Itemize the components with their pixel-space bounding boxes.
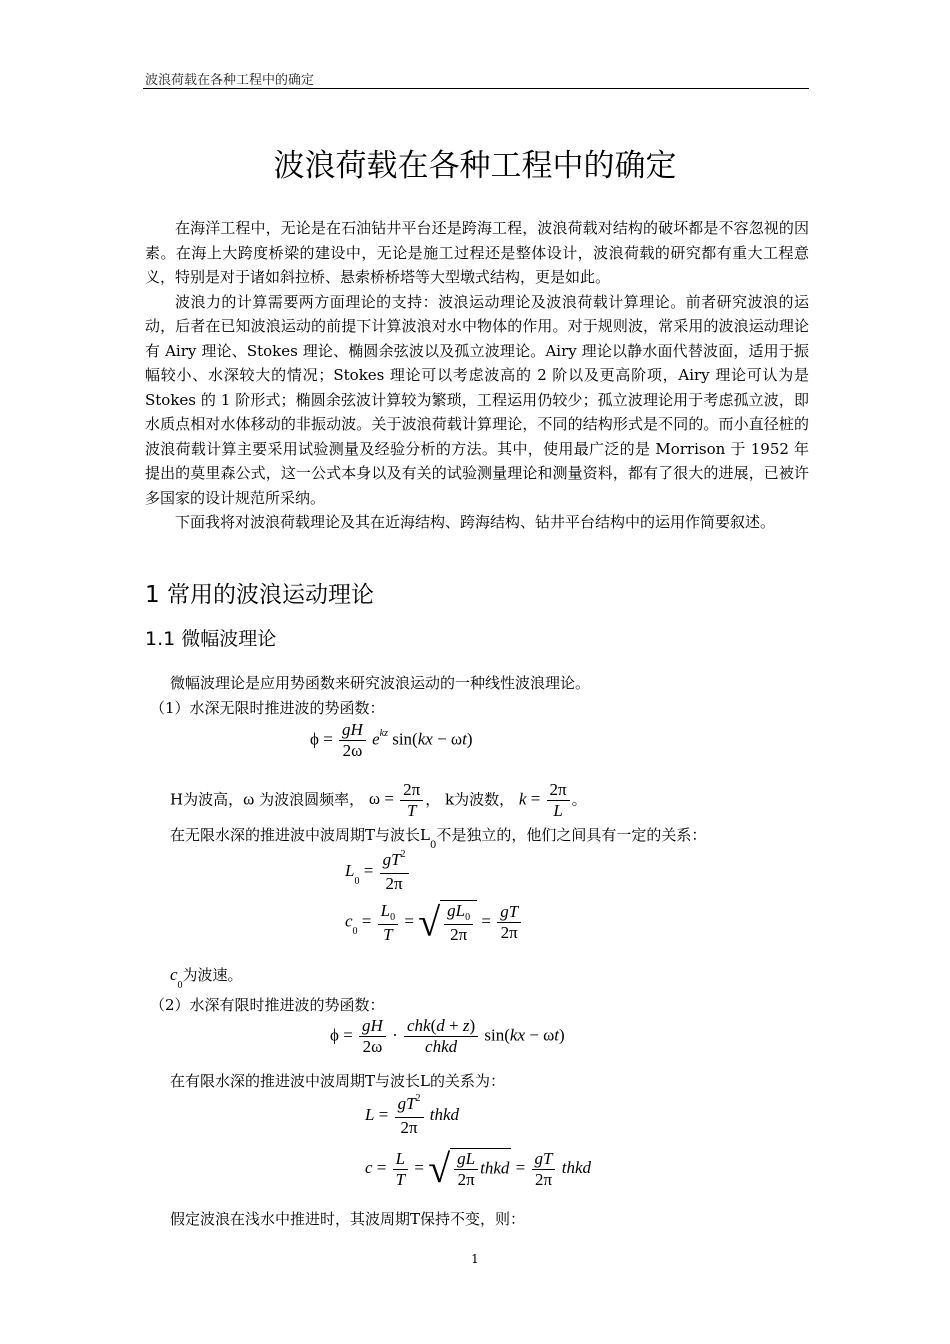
def-angular-frequency: 为波浪圆频率，: [259, 790, 365, 809]
equation-phi-deep: ϕ = $\frac{gH}{2\omega}$ $e^{kz}$ sin(kx − ωt): [310, 720, 473, 760]
equation-l0: $L_0$ = $\frac{gT^2}{2\pi}$: [345, 850, 411, 894]
def-wave-height: H为波高，: [170, 790, 244, 809]
intro-section: [145, 216, 809, 535]
body-line-2: [170, 824, 707, 851]
intro-paragraph-1: 在海洋工程中，无论是在石油钻井平台还是跨海工程，波浪荷载对结构的破坏都是不容忽视的因素。在海上大跨度桥梁的建设中，无论是施工过程还是整体设计，波浪荷载的研究都有重大工程意义，特别是对于诸如斜拉桥、悬索桥桥塔等大型墩式结构，更是如此。: [145, 219, 809, 286]
def-wave-number: ， k为波数，: [425, 790, 515, 809]
document-title: 波浪荷载在各种工程中的确定: [273, 148, 677, 184]
item-2-label: （2）水深有限时推进波的势函数：: [150, 996, 385, 1014]
def-end: 。: [571, 790, 587, 809]
intro-paragraph-2: 波浪力的计算需要两方面理论的支持：波浪运动理论及波浪荷载计算理论。前者研究波浪的运动，后者在已知波浪运动的前提下计算波浪对水中物体的作用。对于规则波，常采用的波浪运动理论有 Airy 理论、Stokes 理论、椭圆余弦波以及孤立波理论。Airy 理论以静水面代替波面，适用于振幅较小、水深较大的情况；Stokes 理论可以考虑波高的 2 阶以及更高阶项，Airy 理论可认为是 Stokes 的 1 阶形式；椭圆余弦波计算较为繁琐，工程运用仍较少；孤立波理论用于考虑孤立波，即水质点相对水体移动的非振动波。关于波浪荷载计算理论，不同的结构形式是不同的。而小直径桩的波浪荷载计算主要采用试验测量及经验分析的方法。其中，使用最广泛的是 Morrison 于 1952 年提出的莫里森公式，这一公式本身以及有关的试验测量理论和测量资料，都有了很大的进展，已被许多国家的设计规范所采纳。: [145, 292, 809, 507]
intro-paragraph-3: 下面我将对波浪荷载理论及其在近海结构、跨海结构、钻井平台结构中的运用作简要叙述。: [175, 513, 776, 531]
body-line-2-subscript: 0: [429, 840, 437, 851]
body-line-3: 在有限水深的推进波中波周期T与波长L的关系为：: [170, 1072, 505, 1090]
section-1-heading: 1 常用的波浪运动理论: [145, 582, 374, 608]
running-header: 波浪荷载在各种工程中的确定: [145, 73, 315, 88]
variable-definitions: H为波高，ω 为波浪圆频率， ω = $\frac{2\pi}{T}$ ， k为波数， k = $\frac{2\pi}{L}$ 。: [170, 780, 587, 820]
c0-definition: $c_0$为波速。: [170, 965, 243, 991]
header-rule: [143, 88, 809, 89]
item-1-label: （1）水深无限时推进波的势函数：: [150, 699, 385, 717]
equation-phi-finite: ϕ = $\frac{gH}{2\omega}$ · $\frac{\text{chk(d + z)}}{\text{chkd}}$ sin(kx − ωt): [330, 1016, 565, 1056]
page-number: 1: [471, 1252, 479, 1266]
body-line-2-start: 在无限水深的推进波中波周期T与波长L: [170, 826, 430, 844]
section-1-1-heading: 1.1 微幅波理论: [145, 628, 277, 650]
body-line-2-end: 不是独立的，他们之间具有一定的关系：: [436, 826, 707, 844]
equation-c-finite: c = $\frac{L}{T}$ = √ $\frac{gL}{2\pi}$ thkd = $\frac{gT}{2\pi}$ thkd: [365, 1146, 591, 1191]
c0-label: 为波速。: [182, 966, 243, 984]
equation-c0: $c_0$ = $\frac{L_0}{T}$ = √ $\frac{gL_0}{2\pi}$ = $\frac{gT}{2\pi}$: [345, 900, 523, 945]
equation-l-finite: L = $\frac{gT^2}{2\pi}$ thkd: [365, 1093, 460, 1137]
body-line-4: 假定波浪在浅水中推进时，其波周期T保持不变，则：: [170, 1210, 526, 1228]
body-line-1: 微幅波理论是应用势函数来研究波浪运动的一种线性波浪理论。: [170, 674, 591, 692]
